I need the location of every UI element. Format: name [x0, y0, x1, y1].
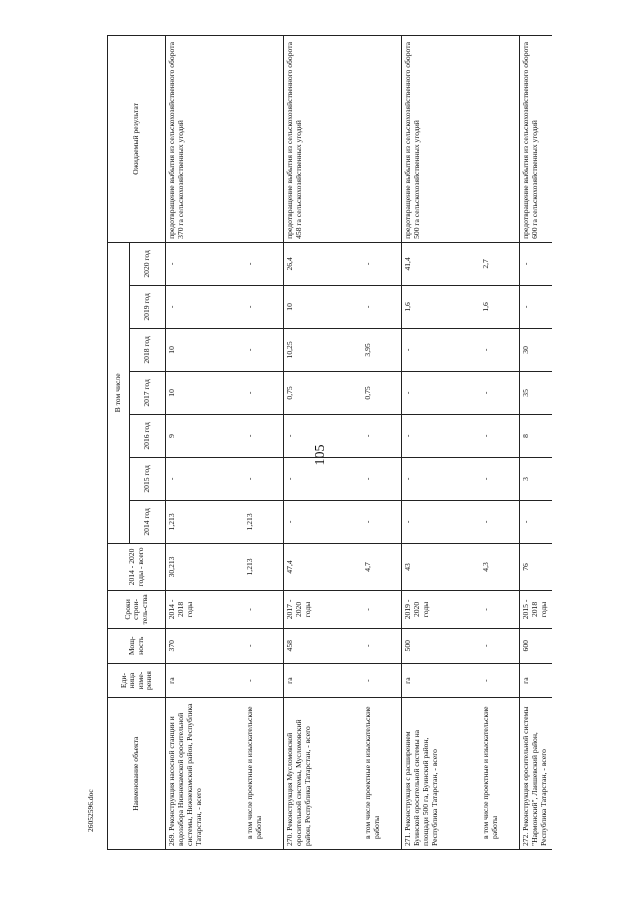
unit-cell: га [402, 663, 480, 698]
year-2019-cell: 1,6 [480, 285, 520, 328]
year-2019-cell: 10 [284, 285, 362, 328]
year-2018-cell: 30 [520, 328, 553, 371]
year-2017-cell: 0,75 [362, 371, 402, 414]
capacity-cell: 600 [520, 628, 553, 663]
terms-cell: 2014 - 2018 годы [166, 591, 244, 629]
year-2014-cell: 1,213 [166, 500, 244, 543]
terms-cell: - [480, 591, 520, 629]
capacity-cell: 500 [402, 628, 480, 663]
total-cell: 1,213 [244, 543, 284, 590]
total-cell: 30,213 [166, 543, 244, 590]
year-2016-cell: 9 [166, 414, 244, 457]
year-2019-cell: - [520, 285, 553, 328]
year-2019-cell: 1,6 [402, 285, 480, 328]
year-2017-cell: 35 [520, 371, 553, 414]
year-2017-cell: - [480, 371, 520, 414]
year-2019-cell: - [244, 285, 284, 328]
object-name: 271. Реконструкция с расширением Буинской оросительной системы на площади 500 га, Буинский район, Республика Татарстан, - всего [402, 698, 480, 850]
terms-cell: 2015 - 2018 годы [520, 591, 553, 629]
header-expected-result: Ожидаемый результат [108, 36, 166, 243]
header-year-2020: 2020 год [130, 242, 166, 285]
unit-cell: - [480, 663, 520, 698]
year-2016-cell: - [362, 414, 402, 457]
header-year-2014: 2014 год [130, 500, 166, 543]
total-cell: 4,3 [480, 543, 520, 590]
expected-result-cell: предотвращение выбытия из сельскохозяйственного оборота 370 га сельскохозяйственных угодий [166, 36, 244, 243]
unit-cell: - [362, 663, 402, 698]
object-name: 272. Реконструкция оросительной системы "Нармонский", Лаишевский район, Республика Татарстан, - всего [520, 698, 553, 850]
year-2020-cell: - [520, 242, 553, 285]
table-container [107, 35, 552, 850]
header-in-that-number: В том числе [108, 242, 130, 543]
year-2020-cell: 26,4 [284, 242, 362, 285]
table-row [166, 36, 244, 850]
object-name: в том числе проектные и изыскательские работы [244, 698, 284, 850]
total-cell: 43 [402, 543, 480, 590]
header-year-2019: 2019 год [130, 285, 166, 328]
year-2018-cell: 10,25 [284, 328, 362, 371]
header-name: Наименование объекта [108, 698, 166, 850]
year-2016-cell: - [480, 414, 520, 457]
object-name: в том числе проектные и изыскательские работы [362, 698, 402, 850]
header-terms: Сроки строи-тель-ства [108, 591, 166, 629]
expected-result-cell [362, 36, 402, 243]
expected-result-cell: предотвращение выбытия из сельскохозяйственного оборота 458 га сельскохозяйственных угодий [284, 36, 362, 243]
unit-cell: га [166, 663, 244, 698]
year-2019-cell: - [362, 285, 402, 328]
capacity-cell: - [244, 628, 284, 663]
construction-objects-table [107, 35, 552, 850]
year-2015-cell: - [402, 457, 480, 500]
year-2020-cell: - [166, 242, 244, 285]
year-2015-cell: - [284, 457, 362, 500]
unit-cell: - [244, 663, 284, 698]
year-2014-cell: - [402, 500, 480, 543]
year-2018-cell: 3,95 [362, 328, 402, 371]
year-2020-cell: - [362, 242, 402, 285]
unit-cell: га [284, 663, 362, 698]
table-row [284, 36, 362, 850]
year-2015-cell: - [362, 457, 402, 500]
year-2015-cell: - [480, 457, 520, 500]
year-2018-cell: - [244, 328, 284, 371]
header-total: 2014 - 2020 годы - всего [108, 543, 166, 590]
total-cell: 47,4 [284, 543, 362, 590]
year-2014-cell: - [520, 500, 553, 543]
year-2017-cell: 0,75 [284, 371, 362, 414]
header-capacity: Мощ-ность [108, 628, 166, 663]
year-2015-cell: - [244, 457, 284, 500]
header-year-2015: 2015 год [130, 457, 166, 500]
expected-result-cell [480, 36, 520, 243]
year-2020-cell: 41,4 [402, 242, 480, 285]
year-2019-cell: - [166, 285, 244, 328]
year-2017-cell: 10 [166, 371, 244, 414]
document-filename: 26052596.doc [86, 789, 95, 832]
expected-result-cell: предотвращение выбытия из сельскохозяйственного оборота 500 га сельскохозяйственных угодий [402, 36, 480, 243]
table-row [520, 36, 553, 850]
terms-cell: - [362, 591, 402, 629]
header-year-2018: 2018 год [130, 328, 166, 371]
table-row [244, 36, 284, 850]
year-2018-cell: - [402, 328, 480, 371]
object-name: в том числе проектные и изыскательские работы [480, 698, 520, 850]
year-2018-cell: - [480, 328, 520, 371]
total-cell: 4,7 [362, 543, 402, 590]
year-2016-cell: - [244, 414, 284, 457]
year-2015-cell: 3 [520, 457, 553, 500]
total-cell: 76 [520, 543, 553, 590]
capacity-cell: 370 [166, 628, 244, 663]
year-2016-cell: 8 [520, 414, 553, 457]
year-2017-cell: - [402, 371, 480, 414]
year-2014-cell: 1,213 [244, 500, 284, 543]
year-2020-cell: 2,7 [480, 242, 520, 285]
terms-cell: - [244, 591, 284, 629]
header-year-2017: 2017 год [130, 371, 166, 414]
year-2014-cell: - [362, 500, 402, 543]
table-row [402, 36, 480, 850]
capacity-cell: - [480, 628, 520, 663]
header-year-2016: 2016 год [130, 414, 166, 457]
rotated-table-layer [107, 35, 552, 850]
year-2014-cell: - [284, 500, 362, 543]
year-2020-cell: - [244, 242, 284, 285]
object-name: 270. Реконструкция Мусломовской оросительной системы, Мусломовский район, Республика Татарстан, - всего [284, 698, 362, 850]
table-row [480, 36, 520, 850]
header-unit: Еди-ница изме-рения [108, 663, 166, 698]
terms-cell: 2019 - 2020 годы [402, 591, 480, 629]
unit-cell: га [520, 663, 553, 698]
terms-cell: 2017 - 2020 годы [284, 591, 362, 629]
page-number: 105 [313, 444, 328, 466]
year-2016-cell: - [402, 414, 480, 457]
object-name: 269. Реконструкция насосной станции и водозабора Нижнекамской оросительной системы, Нижнекамский район, Республика Татарстан, - всего [166, 698, 244, 850]
table-row [362, 36, 402, 850]
capacity-cell: - [362, 628, 402, 663]
year-2016-cell: - [284, 414, 362, 457]
year-2018-cell: 10 [166, 328, 244, 371]
expected-result-cell: предотвращение выбытия из сельскохозяйственного оборота 600 га сельскохозяйственных угодий [520, 36, 553, 243]
year-2017-cell: - [244, 371, 284, 414]
year-2014-cell: - [480, 500, 520, 543]
year-2015-cell: - [166, 457, 244, 500]
capacity-cell: 458 [284, 628, 362, 663]
expected-result-cell [244, 36, 284, 243]
